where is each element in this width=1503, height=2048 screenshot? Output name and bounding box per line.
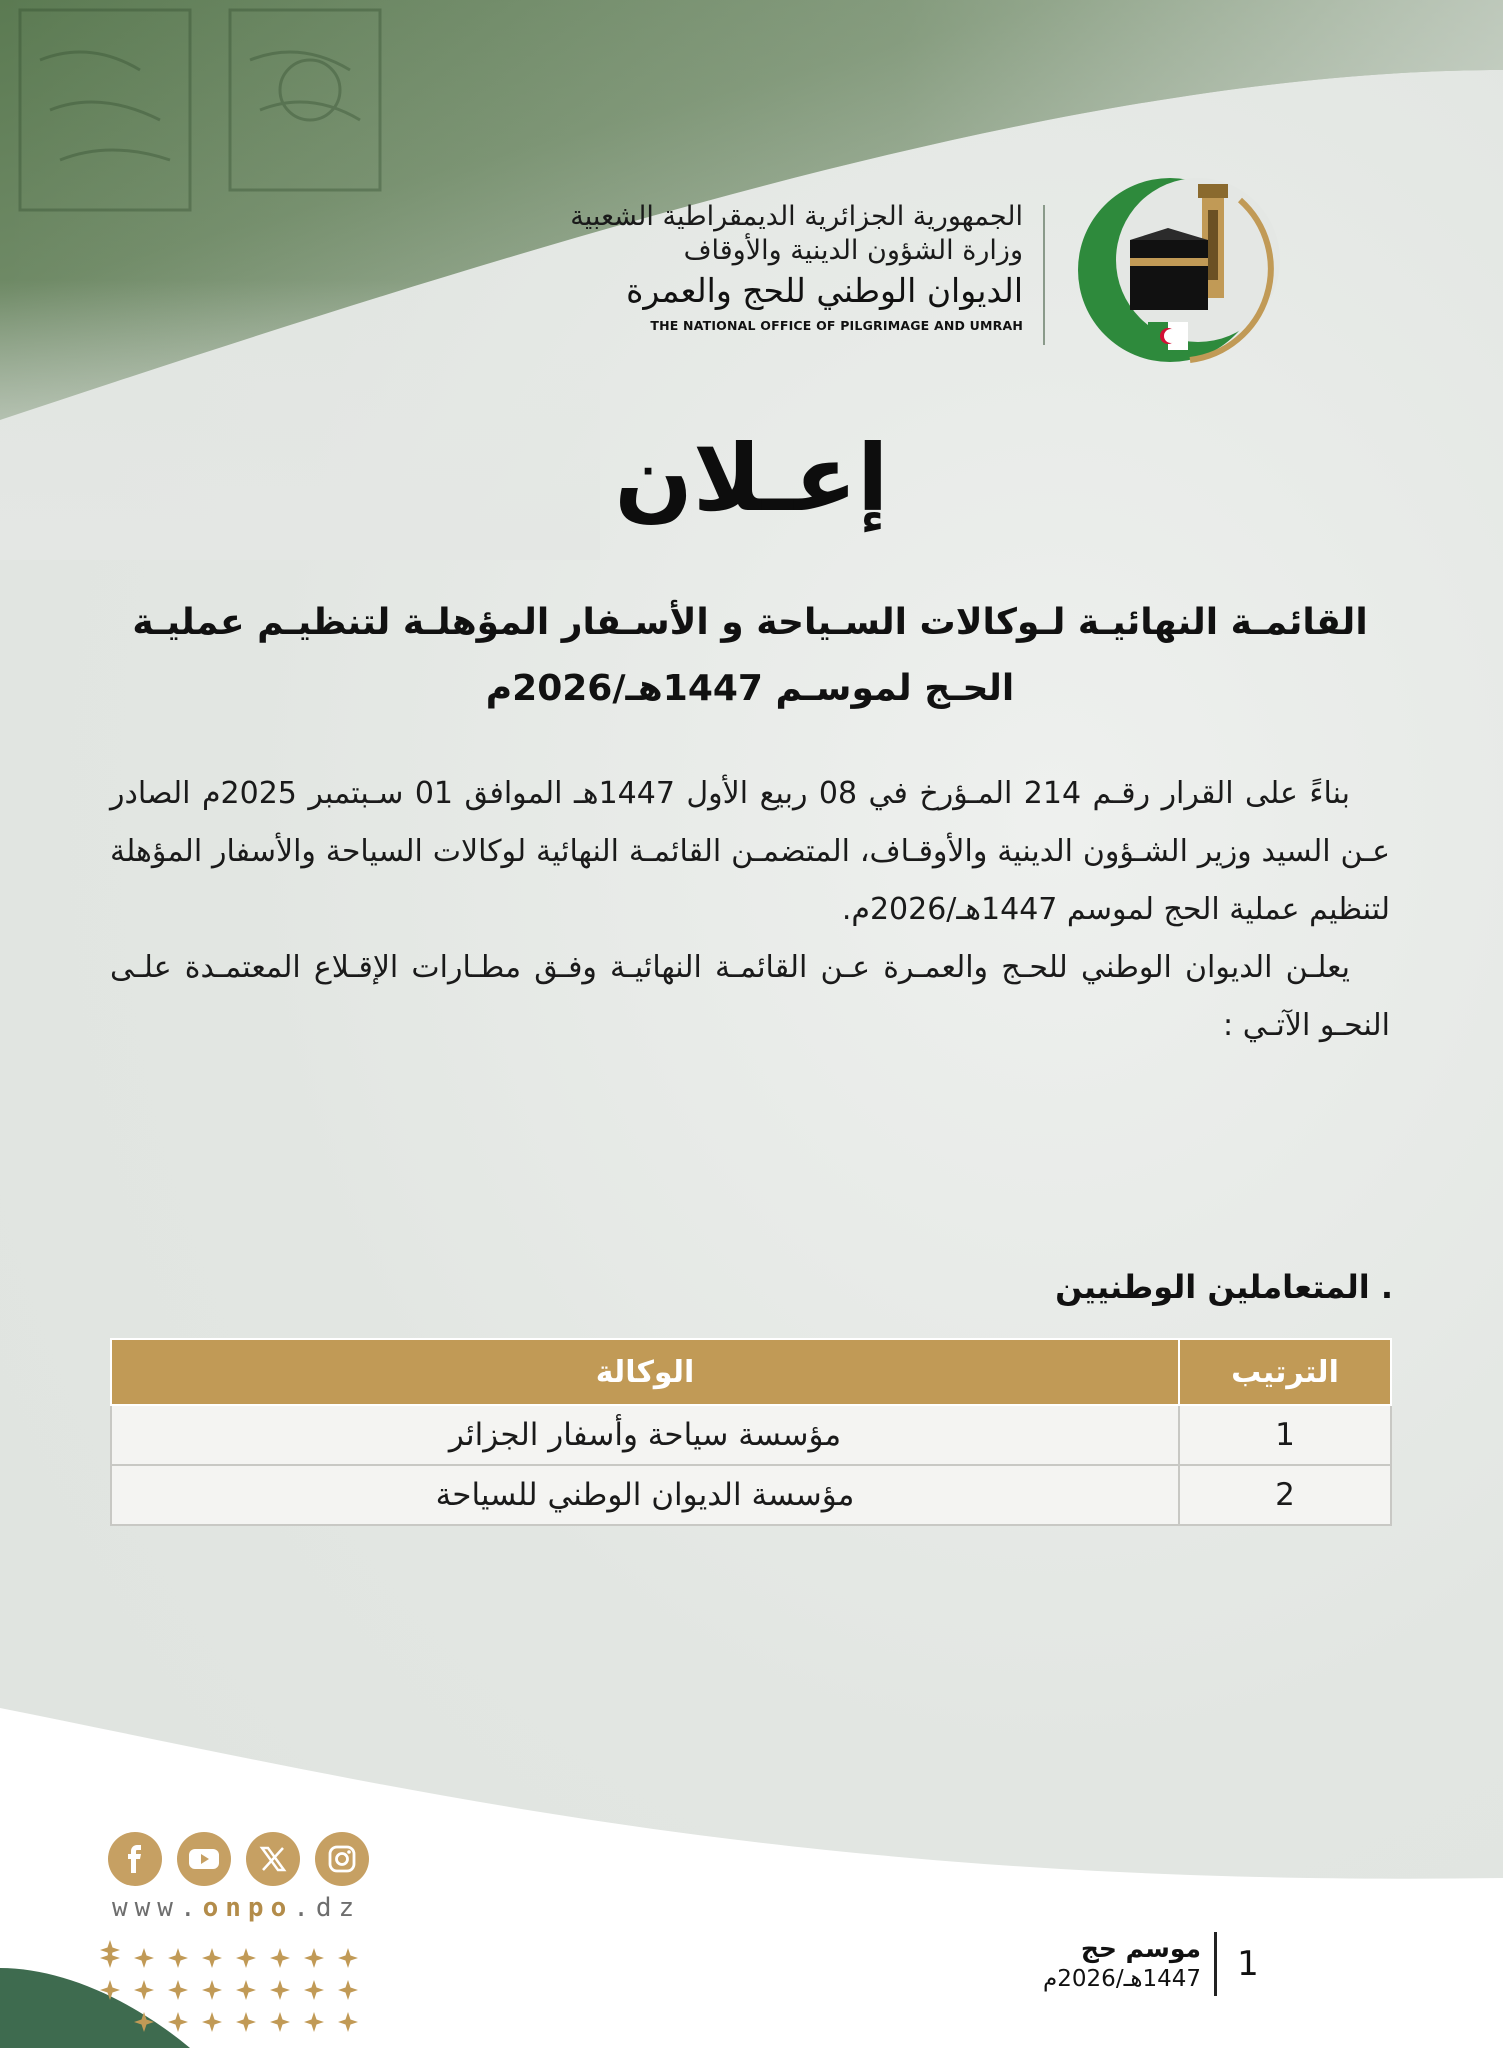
republic-name: الجمهورية الجزائرية الديمقراطية الشعبية [570,201,1023,232]
decorative-stars [100,1940,390,2048]
subtitle-line-1: القائمـة النهائيـة لـوكالات السـياحة و الأسـفار المؤهلـة لتنظيـم عمليـة [132,602,1368,643]
header [0,150,1503,380]
section-heading: . المتعاملين الوطنيين [1055,1268,1393,1306]
agencies-table [110,1338,1392,1526]
table-cell-agency: مؤسسة الديوان الوطني للسياحة [111,1465,1179,1525]
season-label-block [1043,1934,1201,1994]
announcement-body [110,765,1390,1055]
onpo-logo-icon [1070,160,1280,370]
website-suffix: .dz [293,1893,362,1923]
header-divider [1043,205,1045,345]
facebook-icon[interactable] [108,1832,162,1886]
page-title: إعـلان [614,425,889,532]
office-name-english: THE NATIONAL OFFICE OF PILGRIMAGE AND UMRAH [650,318,1023,333]
subtitle-line-2: الحـج لموسـم 1447هـ/2026م [485,668,1015,709]
ministry-name: وزارة الشؤون الدينية والأوقاف [683,235,1023,266]
table-cell-rank: 1 [1179,1405,1391,1465]
youtube-icon[interactable] [177,1832,231,1886]
header-text-block [463,200,1023,333]
table-row [111,1465,1391,1525]
website-domain: onpo [202,1893,294,1923]
x-icon[interactable] [246,1832,300,1886]
table-header-row [111,1339,1391,1405]
table-cell-agency: مؤسسة سياحة وأسفار الجزائر [111,1405,1179,1465]
table-header-rank: الترتيب [1179,1339,1391,1405]
website-prefix: www. [112,1893,203,1923]
table-header-agency: الوكالة [111,1339,1179,1405]
body-paragraph-1: بناءً على القرار رقـم 214 المـؤرخ في 08 ربيع الأول 1447هـ الموافق 01 سـبتمبر 2025م الصادر عـن السيد وزير الشـؤون الدينية والأوقـاف، المتضمـن القائمـة النهائية لوكالات السياحة والأسفار المؤهلة لتنظيم عملية الحج لموسم 1447هـ/2026م. [110,776,1390,927]
office-name-arabic: الديوان الوطني للحج والعمرة [626,271,1023,310]
website-link[interactable] [112,1893,361,1923]
announcement-subtitle [110,590,1390,722]
page-number: 1 [1222,1936,1274,1992]
table-row [111,1405,1391,1465]
season-year: 1447هـ/2026م [1043,1966,1201,1992]
instagram-icon[interactable] [315,1832,369,1886]
page-number-divider [1214,1932,1217,1996]
table-cell-rank: 2 [1179,1465,1391,1525]
body-paragraph-2: يعلـن الديوان الوطني للحـج والعمـرة عـن القائمـة النهائيـة وفـق مطـارات الإقـلاع المعتمـدة علـى النحـو الآتـي : [110,950,1390,1043]
season-label: موسم حج [1080,1934,1201,1963]
social-links [108,1832,378,1888]
